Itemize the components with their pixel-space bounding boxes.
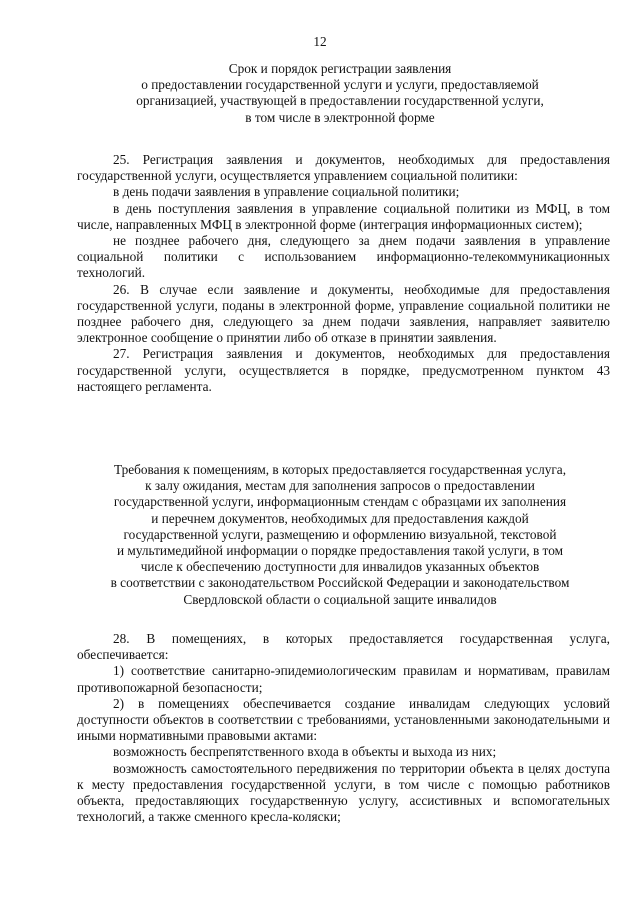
section-body-registration [77,152,610,395]
title-line: в соответствии с законодательством Российской Федерации и законодательством [110,575,570,591]
list-item: в день подачи заявления в управление социальной политики; [113,184,460,200]
title-line: организацией, участвующей в предоставлении государственной услуги, [136,93,544,109]
title-line: Свердловской области о социальной защите инвалидов [183,591,497,607]
section-body-premises [77,631,610,825]
title-line: государственной услуги, размещению и оформлению визуальной, текстовой [123,526,557,542]
title-line: числе к обеспечению доступности для инвалидов указанных объектов [140,559,540,575]
list-item: в день поступления заявления в управление социальной политики из МФЦ, в том числе, направленных МФЦ в электронной форме (интеграция информационных систем); [77,200,610,232]
title-line: к залу ожидания, местам для заполнения запросов о предоставлении [145,478,535,494]
title-line: Требования к помещениям, в которых предоставляется государственная услуга, [113,462,567,477]
paragraph-27: 27. Регистрация заявления и документов, необходимых для предоставления государственной услуги, осуществляется в порядке, предусмотренном пунктом 43 настоящего регламента. [77,346,610,394]
title-line: Срок и порядок регистрации заявления [228,61,452,76]
title-line: и мультимедийной информации о порядке предоставления такой услуги, в том [116,543,564,559]
paragraph-28: 28. В помещениях, в которых предоставляется государственная услуга, обеспечивается: [77,631,610,663]
paragraph-26: 26. В случае если заявление и документы, необходимые для предоставления государственной услуги, поданы в электронной форме, управление социальной политики не позднее рабочего дня, следующего за днем подачи заявления, направляет заявителю электронное сообщение о принятии либо об отказе в принятии заявления. [77,281,610,346]
section-title-premises [70,462,610,608]
title-line: о предоставлении государственной услуги и услуги, предоставляемой [141,77,539,93]
title-line: в том числе в электронной форме [245,109,435,125]
title-line: и перечнем документов, необходимых для предоставления каждой [151,510,529,526]
paragraph-25: 25. Регистрация заявления и документов, необходимых для предоставления государственной услуги, осуществляется управлением социальной политики: [77,152,610,184]
list-item: 2) в помещениях обеспечивается создание инвалидам следующих условий доступности объектов в соответствии с требованиями, установленными законодательными и иными нормативными правовыми актами: [77,695,610,744]
list-item: возможность беспрепятственного входа в объекты и выхода из них; [113,744,497,760]
list-item: возможность самостоятельного передвижения по территории объекта в целях доступа к месту предоставления государственной услуги, в том числе с помощью работников объекта, предоставляющих государственную услугу, ассистивных и вспомогательных технологий, а также сменного кресла-коляски; [77,760,610,825]
title-line: государственной услуги, информационным стендам с образцами их заполнения [113,494,567,510]
list-item: 1) соответствие санитарно-эпидемиологическим правилам и нормативам, правилам противопожарной безопасности; [77,663,610,695]
section-title-registration [70,61,610,126]
page-number: 12 [313,34,327,49]
list-item: не позднее рабочего дня, следующего за днем подачи заявления в управление социальной политики с использованием информационно-телекоммуникационных технологий. [77,233,610,281]
